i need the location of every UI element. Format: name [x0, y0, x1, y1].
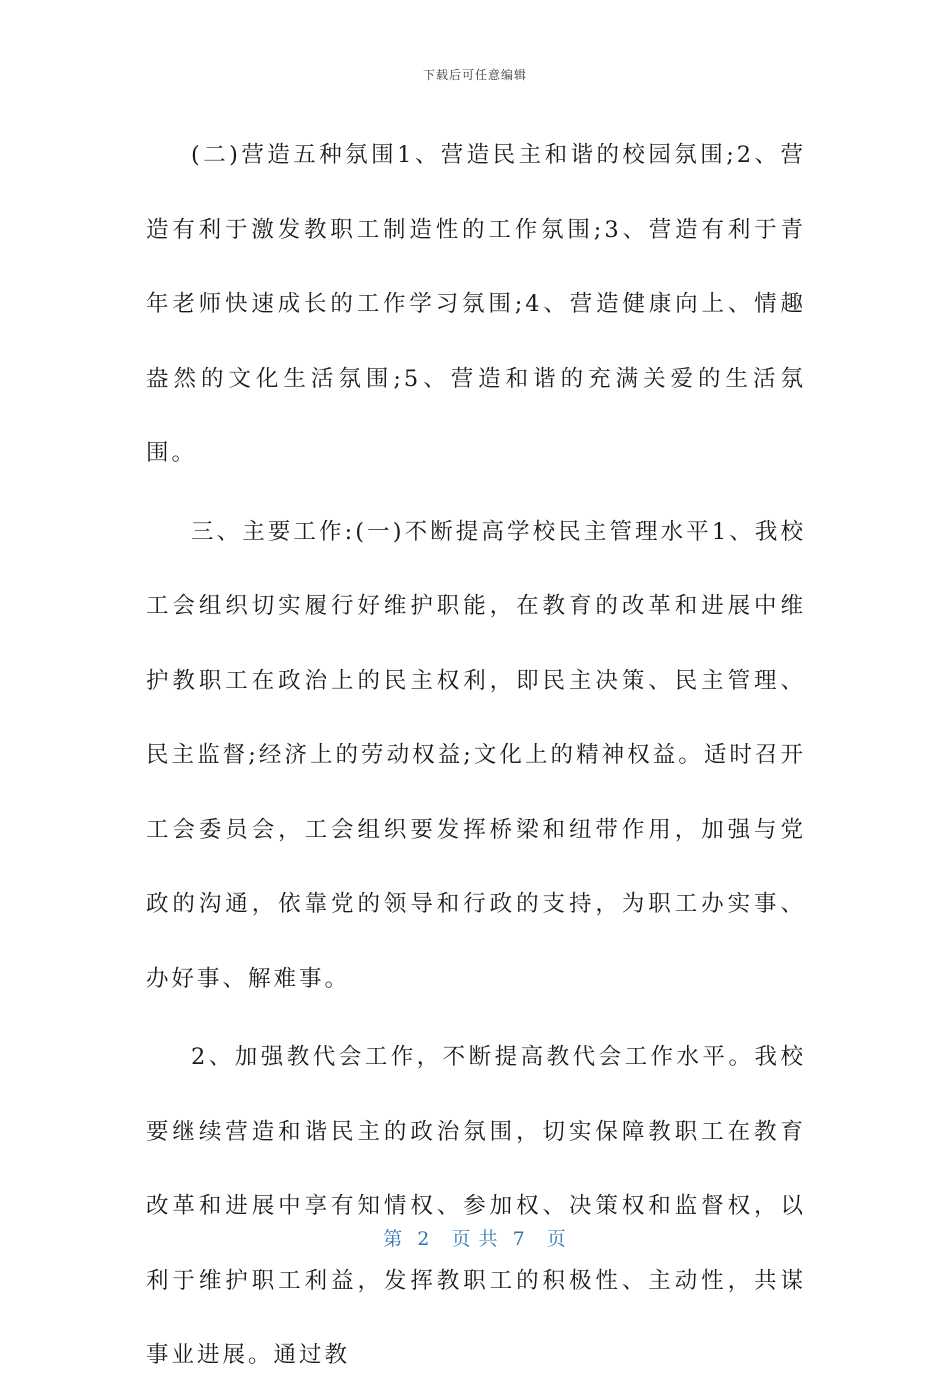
paragraph: 2、加强教代会工作，不断提高教代会工作水平。我校要继续营造和谐民主的政治氛围，切实保障教职工在教育改革和进展中享有知情权、参加权、决策权和监督权，以利于维护职工利益，发挥教职工的积极性、主动性，共谋事业进展。通过教 [146, 1044, 806, 1368]
page-number-footer: 第 2 页 共 7 页 [383, 1228, 567, 1250]
paragraph: (二)营造五种氛围1、营造民主和谐的校园氛围;2、营造有利于激发教职工制造性的工作氛围;3、营造有利于青年老师快速成长的工作学习氛围;4、营造健康向上、情趣盎然的文化生活氛围;5、营造和谐的充满关爱的生活氛围。 [146, 142, 806, 466]
paragraph: 三、主要工作:(一)不断提高学校民主管理水平1、我校工会组织切实履行好维护职能，在教育的改革和进展中维护教职工在政治上的民主权利，即民主决策、民主管理、民主监督;经济上的劳动权益;文化上的精神权益。适时召开工会委员会，工会组织要发挥桥梁和纽带作用，加强与党政的沟通，依靠党的领导和行政的支持，为职工办实事、办好事、解难事。 [146, 518, 806, 992]
document-body [146, 118, 806, 1397]
header-note: 下载后可任意编辑 [422, 68, 527, 82]
